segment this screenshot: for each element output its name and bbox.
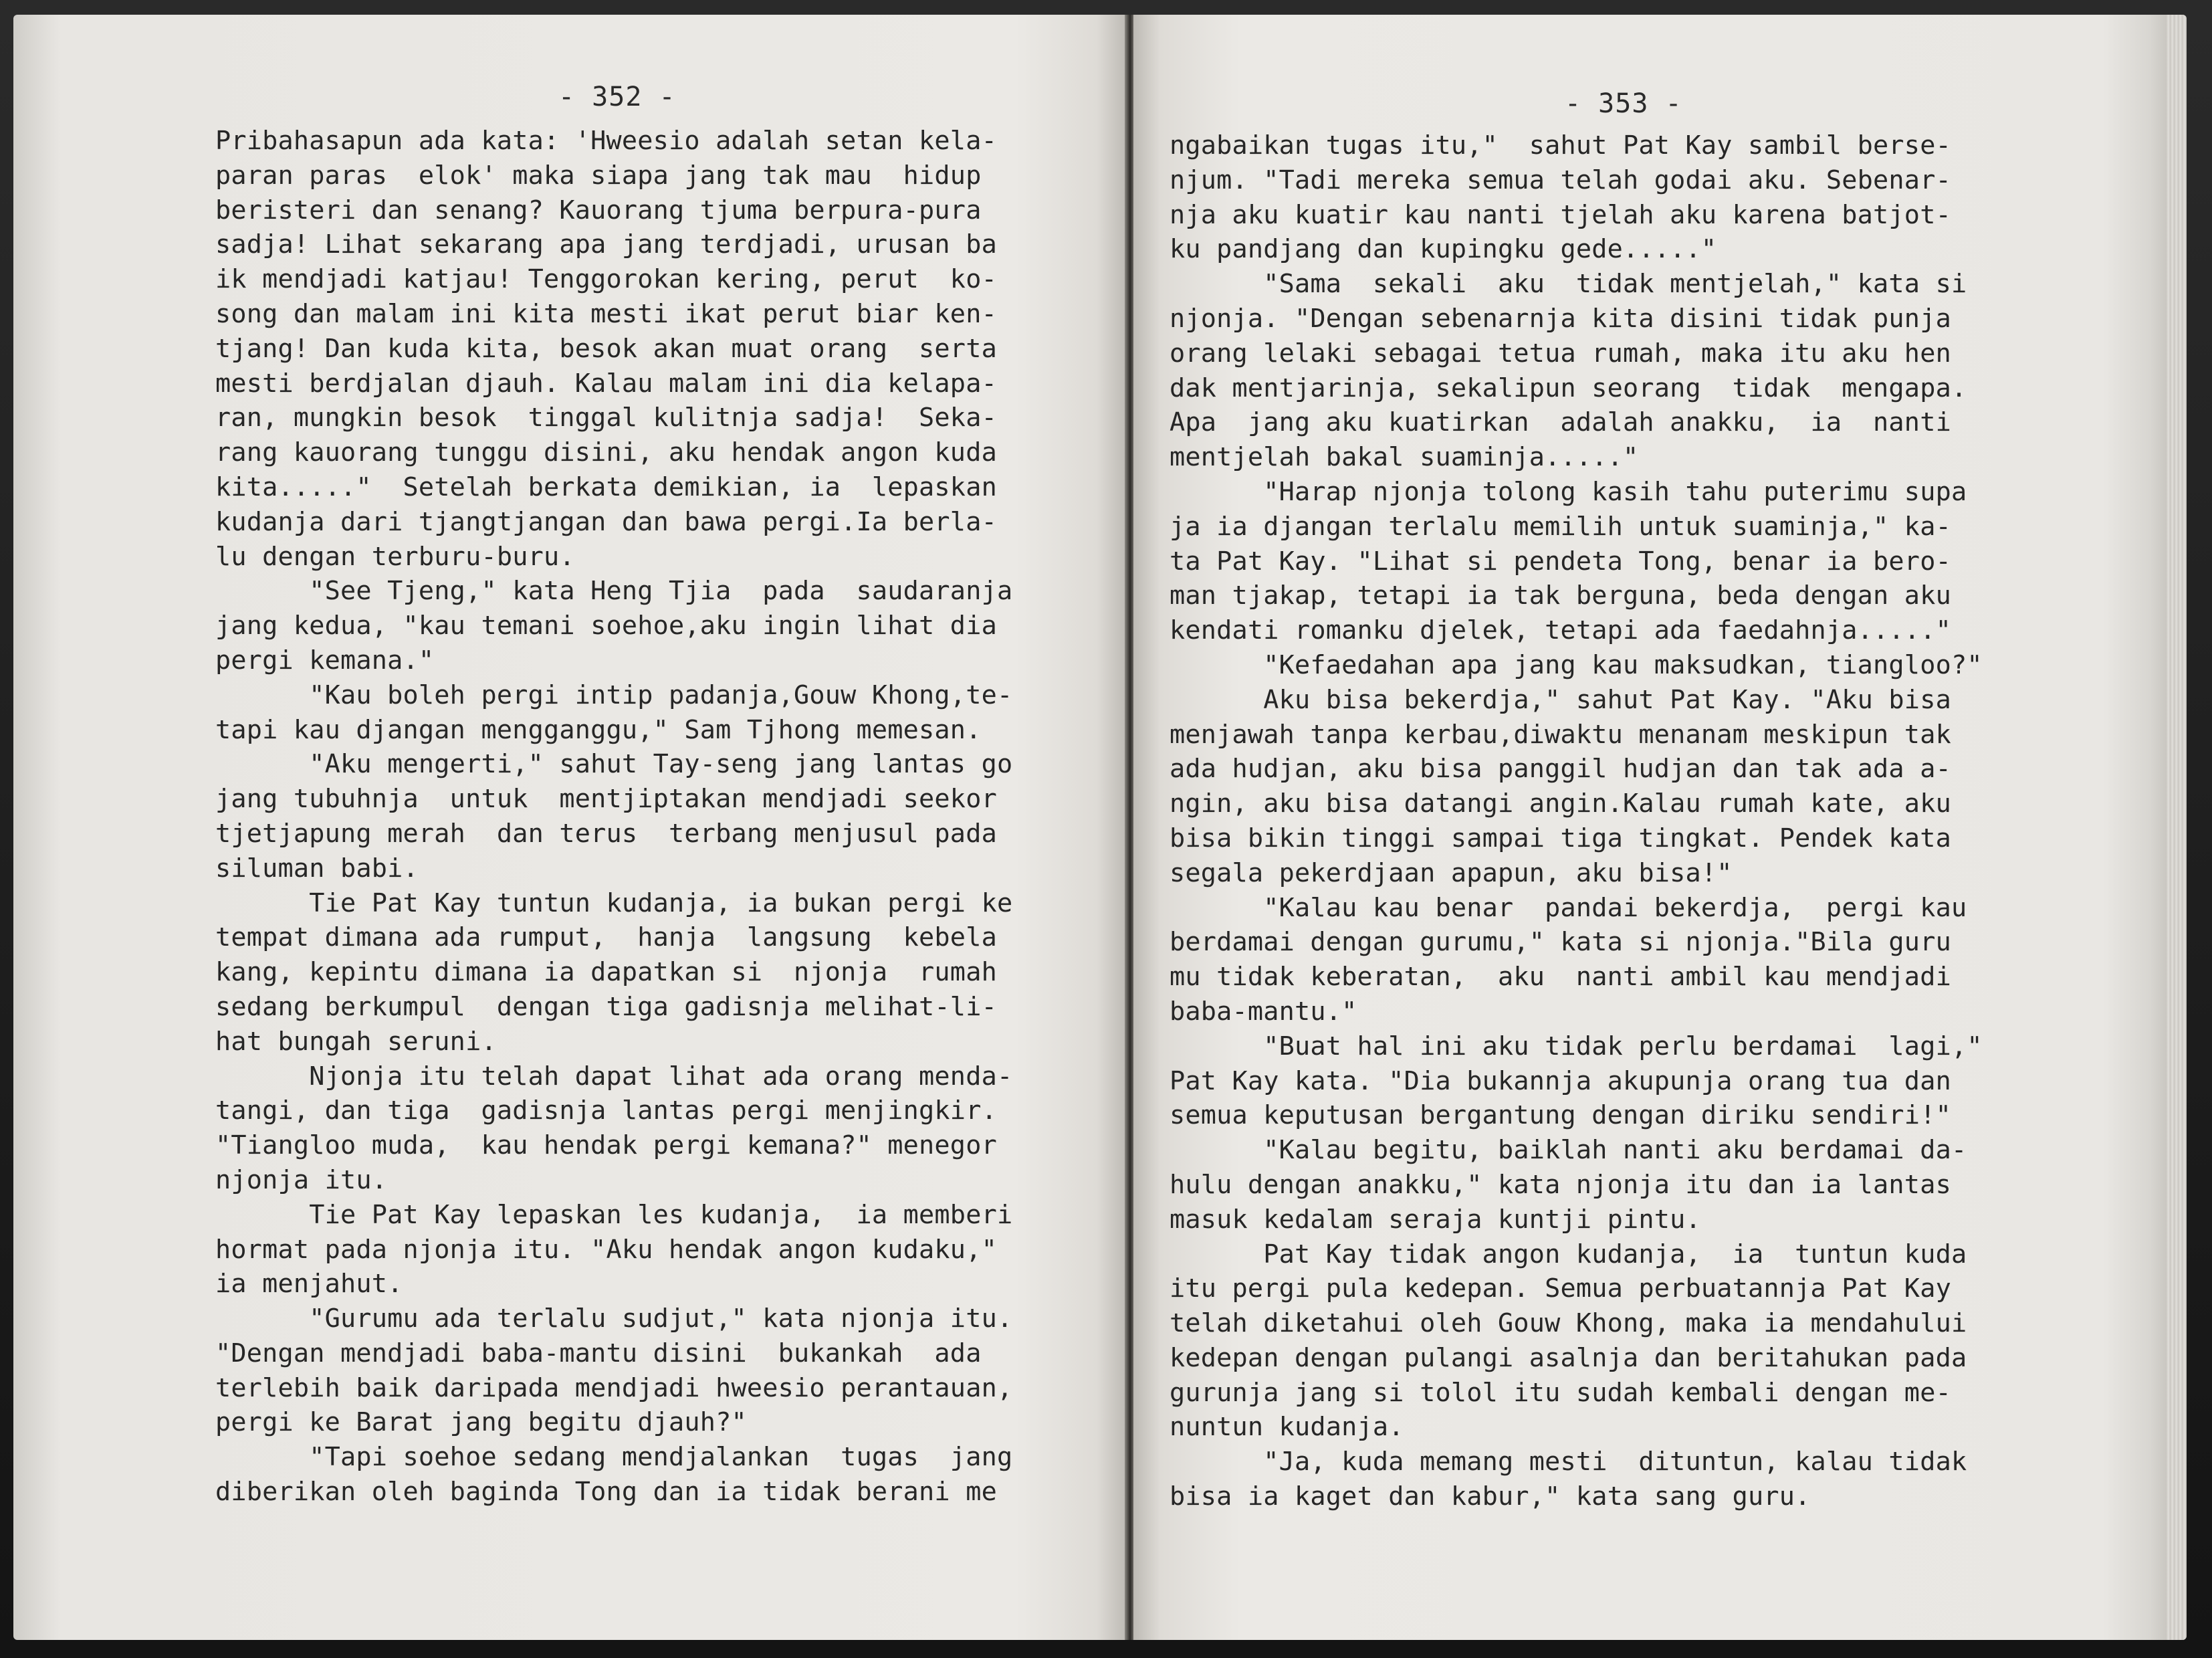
text-line: man tjakap, tetapi ia tak berguna, beda dengan aku xyxy=(1170,581,1951,611)
page-number-left: - 352 - xyxy=(558,82,676,112)
text-line: kudanja dari tjangtjangan dan bawa pergi.Ia berla- xyxy=(215,506,997,537)
text-line: berdamai dengan gurumu," kata si njonja."Bila guru xyxy=(1170,927,1951,958)
text-line: pergi kemana." xyxy=(215,645,435,676)
text-line: hulu dengan anakku," kata njonja itu dan ia lantas xyxy=(1170,1169,1951,1200)
text-line: mesti berdjalan djauh. Kalau malam ini dia kelapa- xyxy=(215,368,997,399)
text-line: "Tiangloo muda, kau hendak pergi kemana?" menegor xyxy=(215,1130,997,1161)
text-line: siluman babi. xyxy=(215,853,419,884)
page-edge xyxy=(2167,15,2187,1640)
right-page-text xyxy=(1170,128,1983,1514)
text-line: masuk kedalam seraja kuntji pintu. xyxy=(1170,1204,1701,1235)
text-line: baba-mantu." xyxy=(1170,996,1357,1027)
text-line: telah diketahui oleh Gouw Khong, maka ia mendahului xyxy=(1170,1308,1967,1339)
text-line: dak mentjarinja, sekalipun seorang tidak mengapa. xyxy=(1170,373,1967,403)
text-line: tangi, dan tiga gadisnja lantas pergi menjingkir. xyxy=(215,1096,997,1126)
text-line: "Harap njonja tolong kasih tahu puterimu supa xyxy=(1170,476,1967,507)
text-line: Aku bisa bekerdja," sahut Pat Kay. "Aku bisa xyxy=(1170,684,1951,715)
text-line: Njonja itu telah dapat lihat ada orang menda- xyxy=(215,1061,1013,1092)
text-line: song dan malam ini kita mesti ikat perut biar ken- xyxy=(215,298,997,329)
text-line: orang lelaki sebagai tetua rumah, maka itu aku hen xyxy=(1170,338,1951,369)
right-page xyxy=(1133,15,2187,1640)
text-line: "Buat hal ini aku tidak perlu berdamai lagi," xyxy=(1170,1031,1983,1061)
text-line: paran paras elok' maka siapa jang tak mau hidup xyxy=(215,160,982,191)
text-line: ku pandjang dan kupingku gede....." xyxy=(1170,234,1717,265)
text-line: "Dengan mendjadi baba-mantu disini bukankah ada xyxy=(215,1338,982,1368)
text-line: tempat dimana ada rumput, hanja langsung kebela xyxy=(215,922,997,953)
text-line: njonja itu. xyxy=(215,1164,388,1195)
text-line: "See Tjeng," kata Heng Tjia pada saudaranja xyxy=(215,576,1013,607)
text-line: ngin, aku bisa datangi angin.Kalau rumah kate, aku xyxy=(1170,789,1951,819)
text-line: "Tapi soehoe sedang mendjalankan tugas jang xyxy=(215,1442,1013,1473)
text-line: Pat Kay kata. "Dia bukannja akupunja orang tua dan xyxy=(1170,1065,1951,1096)
text-line: njum. "Tadi mereka semua telah godai aku. Sebenar- xyxy=(1170,165,1951,195)
text-line: sedang berkumpul dengan tiga gadisnja melihat-li- xyxy=(215,991,997,1022)
text-line: hormat pada njonja itu. "Aku hendak angon kudaku," xyxy=(215,1234,997,1265)
text-line: "Sama sekali aku tidak mentjelah," kata si xyxy=(1170,269,1967,300)
text-line: ik mendjadi katjau! Tenggorokan kering, perut ko- xyxy=(215,264,997,295)
text-line: mentjelah bakal suaminja....." xyxy=(1170,442,1639,473)
text-line: jang tubuhnja untuk mentjiptakan mendjadi seekor xyxy=(215,784,997,815)
text-line: "Kalau begitu, baiklah nanti aku berdamai da- xyxy=(1170,1135,1967,1166)
text-line: kedepan dengan pulangi asalnja dan beritahukan pada xyxy=(1170,1342,1967,1373)
text-line: "Gurumu ada terlalu sudjut," kata njonja itu. xyxy=(215,1304,1013,1334)
text-line: jang kedua, "kau temani soehoe,aku ingin lihat dia xyxy=(215,611,997,641)
text-line: "Kefaedahan apa jang kau maksudkan, tiangloo?" xyxy=(1170,649,1983,680)
text-line: Apa jang aku kuatirkan adalah anakku, ia nanti xyxy=(1170,407,1951,438)
text-line: rang kauorang tunggu disini, aku hendak angon kuda xyxy=(215,437,997,468)
text-line: njonja. "Dengan sebenarnja kita disini tidak punja xyxy=(1170,303,1951,334)
text-line: kang, kepintu dimana ia dapatkan si njonja rumah xyxy=(215,957,997,988)
text-line: tjetjapung merah dan terus terbang menjusul pada xyxy=(215,818,997,849)
text-line: "Ja, kuda memang mesti dituntun, kalau tidak xyxy=(1170,1447,1967,1477)
text-line: bisa bikin tinggi sampai tiga tingkat. Pendek kata xyxy=(1170,823,1951,853)
text-line: hat bungah seruni. xyxy=(215,1026,497,1057)
text-line: Tie Pat Kay tuntun kudanja, ia bukan pergi ke xyxy=(215,888,1013,918)
text-line: nja aku kuatir kau nanti tjelah aku karena batjot- xyxy=(1170,199,1951,230)
text-line: kita....." Setelah berkata demikian, ia lepaskan xyxy=(215,472,997,502)
text-line: ta Pat Kay. "Lihat si pendeta Tong, benar ia bero- xyxy=(1170,546,1951,577)
text-line: terlebih baik daripada mendjadi hweesio perantauan, xyxy=(215,1372,1013,1403)
text-line: itu pergi pula kedepan. Semua perbuatannja Pat Kay xyxy=(1170,1273,1951,1304)
text-line: semua keputusan bergantung dengan diriku sendiri!" xyxy=(1170,1100,1951,1131)
text-line: bisa ia kaget dan kabur," kata sang guru. xyxy=(1170,1481,1811,1512)
page-number-right: - 353 - xyxy=(1565,88,1682,119)
text-line: Pribahasapun ada kata: 'Hweesio adalah setan kela- xyxy=(215,126,997,156)
text-line: beristeri dan senang? Kauorang tjuma berpura-pura xyxy=(215,195,982,225)
open-book xyxy=(13,15,2187,1640)
text-line: sadja! Lihat sekarang apa jang terdjadi, urusan ba xyxy=(215,229,997,260)
text-line: segala pekerdjaan apapun, aku bisa!" xyxy=(1170,857,1733,888)
text-line: "Kau boleh pergi intip padanja,Gouw Khong,te- xyxy=(215,680,1013,710)
text-line: diberikan oleh baginda Tong dan ia tidak berani me xyxy=(215,1477,997,1508)
text-line: gurunja jang si tolol itu sudah kembali dengan me- xyxy=(1170,1377,1951,1408)
text-line: Tie Pat Kay lepaskan les kudanja, ia memberi xyxy=(215,1199,1013,1230)
text-line: tjang! Dan kuda kita, besok akan muat orang serta xyxy=(215,333,997,364)
left-page xyxy=(13,15,1127,1640)
text-line: ia menjahut. xyxy=(215,1269,403,1300)
text-line: "Aku mengerti," sahut Tay-seng jang lantas go xyxy=(215,749,1013,780)
left-page-text xyxy=(215,124,1012,1510)
text-line: "Kalau kau benar pandai bekerdja, pergi kau xyxy=(1170,892,1967,923)
text-line: kendati romanku djelek, tetapi ada faedahnja....." xyxy=(1170,615,1951,646)
text-line: ran, mungkin besok tinggal kulitnja sadja! Seka- xyxy=(215,403,997,433)
text-line: ada hudjan, aku bisa panggil hudjan dan tak ada a- xyxy=(1170,754,1951,785)
text-line: menjawah tanpa kerbau,diwaktu menanam meskipun tak xyxy=(1170,719,1951,750)
text-line: Pat Kay tidak angon kudanja, ia tuntun kuda xyxy=(1170,1239,1967,1269)
text-line: nuntun kudanja. xyxy=(1170,1412,1404,1443)
text-line: lu dengan terburu-buru. xyxy=(215,541,575,572)
text-line: mu tidak keberatan, aku nanti ambil kau mendjadi xyxy=(1170,962,1951,993)
text-line: pergi ke Barat jang begitu djauh?" xyxy=(215,1407,747,1438)
text-line: tapi kau djangan mengganggu," Sam Tjhong memesan. xyxy=(215,714,982,745)
text-line: ngabaikan tugas itu," sahut Pat Kay sambil berse- xyxy=(1170,130,1951,161)
text-line: ja ia djangan terlalu memilih untuk suaminja," ka- xyxy=(1170,511,1951,542)
